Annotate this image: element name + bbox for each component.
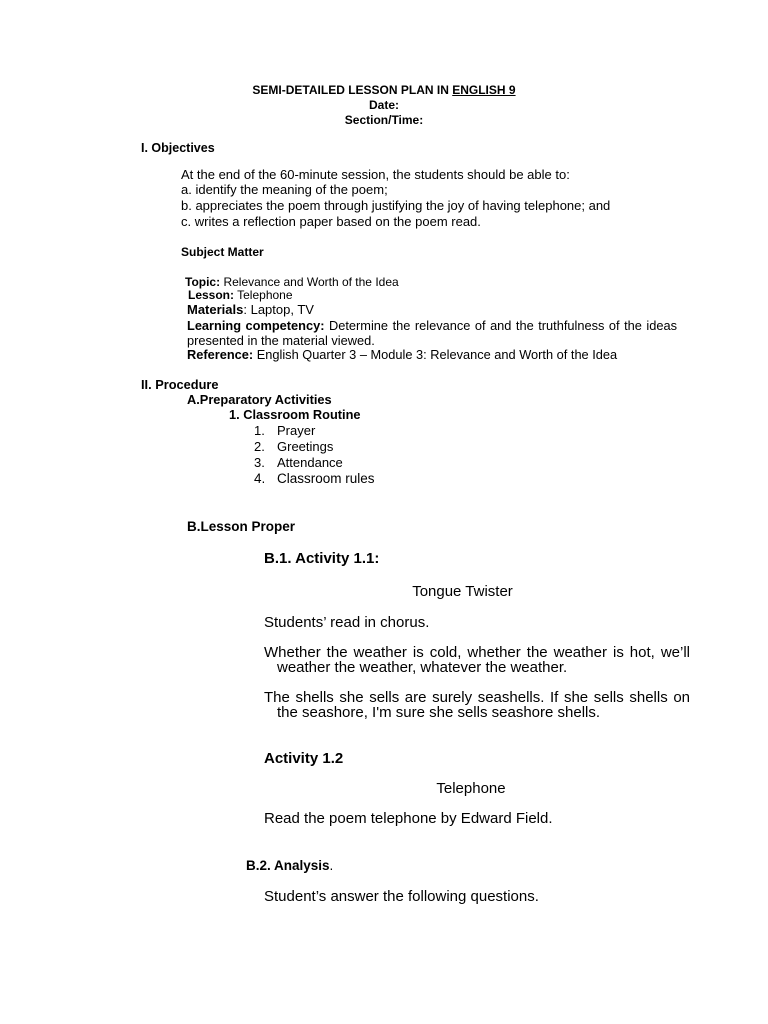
date-label: Date: bbox=[368, 98, 399, 112]
topic-label: Topic: bbox=[185, 275, 221, 289]
section-time-label: Section/Time: bbox=[344, 113, 424, 127]
lesson-proper-heading: B.Lesson Proper bbox=[187, 519, 296, 534]
document-title bbox=[0, 84, 768, 98]
lesson-value: Telephone bbox=[234, 288, 293, 302]
routine-item-number: 4. bbox=[254, 471, 266, 486]
title-subject: ENGLISH 9 bbox=[452, 83, 516, 97]
objective-item-c: c. writes a reflection paper based on the poem read. bbox=[181, 214, 481, 229]
routine-item-text: Greetings bbox=[277, 439, 334, 454]
materials-value: : Laptop, TV bbox=[243, 302, 314, 317]
analysis-heading bbox=[246, 858, 333, 874]
competency-label: Learning competency: bbox=[187, 318, 325, 333]
reference-value: English Quarter 3 – Module 3: Relevance and Worth of the Idea bbox=[253, 347, 618, 362]
routine-item-number: 2. bbox=[254, 439, 265, 454]
analysis-dot: . bbox=[329, 858, 334, 873]
tongue-twister-2: The shells she sells are surely seashells. If she sells shells on the seashore, I'm sure she sells seashore shells. bbox=[264, 689, 690, 721]
subject-matter-heading: Subject Matter bbox=[181, 245, 264, 259]
routine-item-text: Prayer bbox=[277, 423, 316, 438]
poem-instruction: Read the poem telephone by Edward Field. bbox=[264, 810, 553, 827]
materials-label: Materials bbox=[187, 302, 244, 317]
routine-item-number: 3. bbox=[254, 455, 265, 470]
tongue-twister-1: Whether the weather is cold, whether the weather is hot, we’ll weather the weather, whatever the weather. bbox=[264, 644, 690, 676]
routine-item-number: 1. bbox=[254, 423, 265, 438]
activity-1-1-heading: B.1. Activity 1.1: bbox=[264, 550, 380, 567]
competency-value: Determine the relevance of and the truthfulness of the ideas presented in the material viewed. bbox=[187, 318, 677, 348]
routine-item bbox=[254, 471, 375, 487]
routine-item-text: Classroom rules bbox=[277, 471, 375, 486]
telephone-title: Telephone bbox=[436, 780, 506, 797]
chorus-instruction: Students’ read in chorus. bbox=[264, 614, 430, 631]
lesson-label: Lesson: bbox=[188, 288, 235, 302]
lesson-line bbox=[188, 289, 293, 303]
procedure-heading: II. Procedure bbox=[141, 377, 219, 392]
objective-item-b: b. appreciates the poem through justifying the joy of having telephone; and bbox=[181, 198, 611, 213]
competency-paragraph bbox=[187, 319, 677, 348]
title-prefix: SEMI-DETAILED LESSON PLAN IN bbox=[252, 83, 453, 97]
topic-value: Relevance and Worth of the Idea bbox=[220, 275, 399, 289]
materials-line bbox=[187, 303, 314, 318]
objectives-heading: I. Objectives bbox=[141, 141, 215, 155]
routine-item bbox=[254, 424, 315, 439]
reference-line bbox=[187, 348, 617, 363]
reference-label: Reference: bbox=[187, 347, 254, 362]
routine-item bbox=[254, 456, 343, 471]
preparatory-activities-heading: A.Preparatory Activities bbox=[187, 392, 332, 407]
classroom-routine-heading: 1. Classroom Routine bbox=[229, 407, 361, 422]
activity-1-2-heading: Activity 1.2 bbox=[264, 750, 344, 767]
routine-item-text: Attendance bbox=[277, 455, 343, 470]
analysis-label: B.2. Analysis bbox=[246, 858, 330, 873]
objectives-intro: At the end of the 60-minute session, the students should be able to: bbox=[181, 167, 570, 182]
analysis-instruction: Student’s answer the following questions. bbox=[264, 888, 539, 905]
tongue-twister-title: Tongue Twister bbox=[412, 583, 513, 600]
objective-item-a: a. identify the meaning of the poem; bbox=[181, 182, 388, 197]
routine-item bbox=[254, 440, 333, 455]
